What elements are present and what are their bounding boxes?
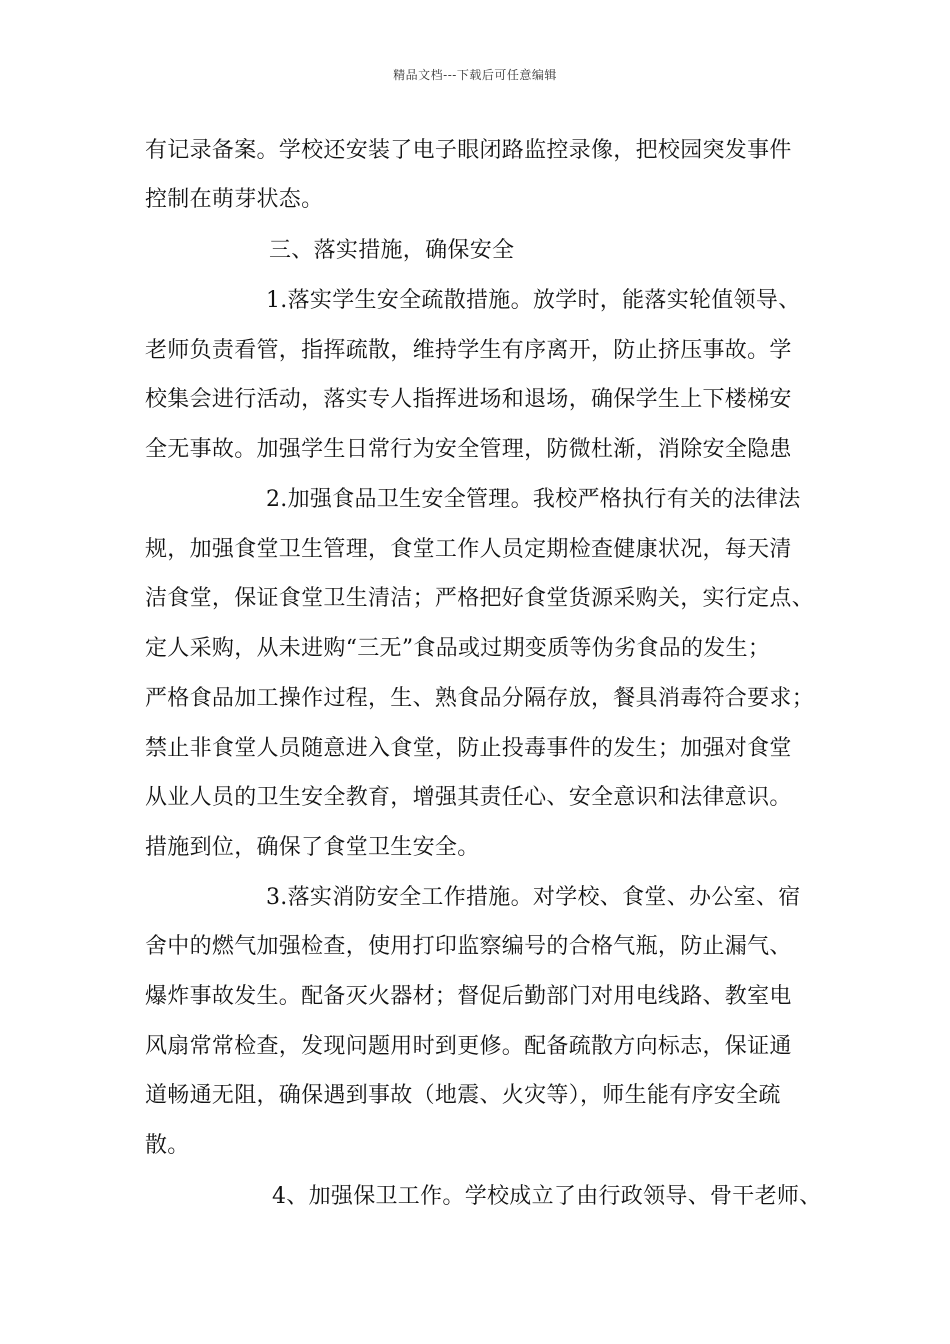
text-line: 风扇常常检查，发现问题用时到更修。配备疏散方向标志，保证通	[145, 1034, 792, 1059]
text-line: 严格食品加工操作过程，生、熟食品分隔存放，餐具消毒符合要求；	[145, 686, 815, 711]
section-heading: 三、落实措施，确保安全	[269, 238, 515, 263]
text-line: 有记录备案。学校还安装了电子眼闭路监控录像，把校园突发事件	[145, 138, 792, 163]
text-line: 禁止非食堂人员随意进入食堂，防止投毒事件的发生；加强对食堂	[145, 736, 792, 761]
text-line: 从业人员的卫生安全教育，增强其责任心、安全意识和法律意识。	[145, 785, 792, 810]
text-line: 4、加强保卫工作。学校成立了由行政领导、骨干老师、	[272, 1184, 822, 1209]
text-line: 道畅通无阻，确保遇到事故（地震、火灾等），师生能有序安全疏	[145, 1083, 781, 1108]
page-header: 精品文档---下载后可任意编辑	[393, 68, 557, 82]
text-line: 全无事故。加强学生日常行为安全管理，防微杜渐，消除安全隐患	[145, 437, 792, 462]
text-line: 舍中的燃气加强检查，使用打印监察编号的合格气瓶，防止漏气、	[145, 934, 792, 959]
text-line: 1.落实学生安全疏散措施。放学时，能落实轮值领导、	[266, 288, 801, 313]
text-line: 控制在萌芽状态。	[145, 187, 324, 212]
text-line: 老师负责看管，指挥疏散，维持学生有序离开，防止挤压事故。学	[145, 338, 792, 363]
text-line: 规，加强食堂卫生管理，食堂工作人员定期检查健康状况，每天清	[145, 537, 792, 562]
text-line: 洁食堂，保证食堂卫生清洁；严格把好食堂货源采购关，实行定点、	[145, 586, 815, 611]
text-line: 散。	[145, 1133, 190, 1158]
text-line: 定人采购，从未进购“三无”食品或过期变质等伪劣食品的发生；	[145, 636, 771, 661]
text-line: 3.落实消防安全工作措施。对学校、食堂、办公室、宿	[266, 885, 801, 910]
text-line: 2.加强食品卫生安全管理。我校严格执行有关的法律法	[266, 487, 801, 512]
text-line: 措施到位，确保了食堂卫生安全。	[145, 835, 480, 860]
text-line: 校集会进行活动，落实专人指挥进场和退场，确保学生上下楼梯安	[145, 387, 792, 412]
text-line: 爆炸事故发生。配备灭火器材；督促后勤部门对用电线路、教室电	[145, 984, 792, 1009]
